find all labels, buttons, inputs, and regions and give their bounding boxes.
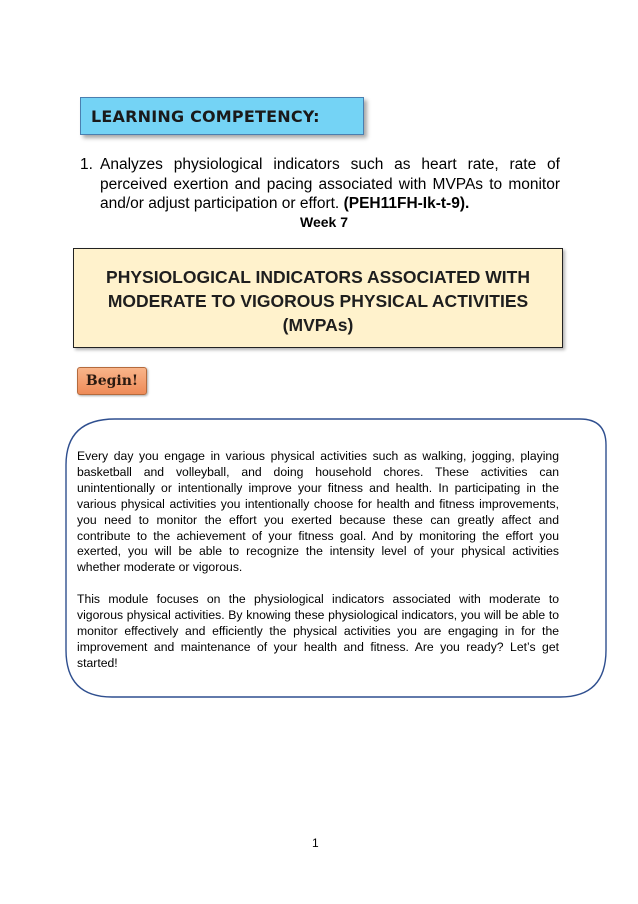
- objective-code: (PEH11FH-Ik-t-9).: [343, 195, 470, 212]
- page-number: 1: [312, 836, 319, 850]
- objective-number: 1.: [80, 156, 93, 173]
- learning-competency-label: LEARNING COMPETENCY:: [91, 107, 320, 126]
- objective-text: Analyzes physiological indicators such as heart rate, rate of perceived exertion and pacing associated with MVPAs to monitor and/or adjust participation or effort.: [100, 156, 560, 212]
- intro-text-block: [77, 449, 559, 672]
- module-title-line-3: (MVPAs): [282, 315, 354, 335]
- module-title-line-1: PHYSIOLOGICAL INDICATORS ASSOCIATED WITH: [106, 267, 530, 287]
- week-label: Week 7: [300, 214, 348, 230]
- module-title-line-2: MODERATE TO VIGOROUS PHYSICAL ACTIVITIES: [107, 291, 529, 311]
- begin-button-label: Begin!: [85, 373, 139, 389]
- intro-paragraph-1: Every day you engage in various physical activities such as walking, jogging, playing basketball and volleyball, and doing household chores. These activities can unintentionally or intentionally improve your fitness and health. In participating in the various physical activities you intentionally choose for health and fitness improvements, you need to monitor the effort you exerted because these can greatly affect and contribute to the achievement of your fitness goal. And by monitoring the effort you exerted, you will be able to recognize the intensity level of your physical activities whether moderate or vigorous.: [77, 449, 559, 575]
- intro-paragraph-2: This module focuses on the physiological indicators associated with moderate to vigorous physical activities. By knowing these physiological indicators, you will be able to monitor effectively and efficiently the physical activities you are engaging in for the improvement and maintenance of your health and fitness. Are you ready? Let’s get started!: [77, 592, 559, 670]
